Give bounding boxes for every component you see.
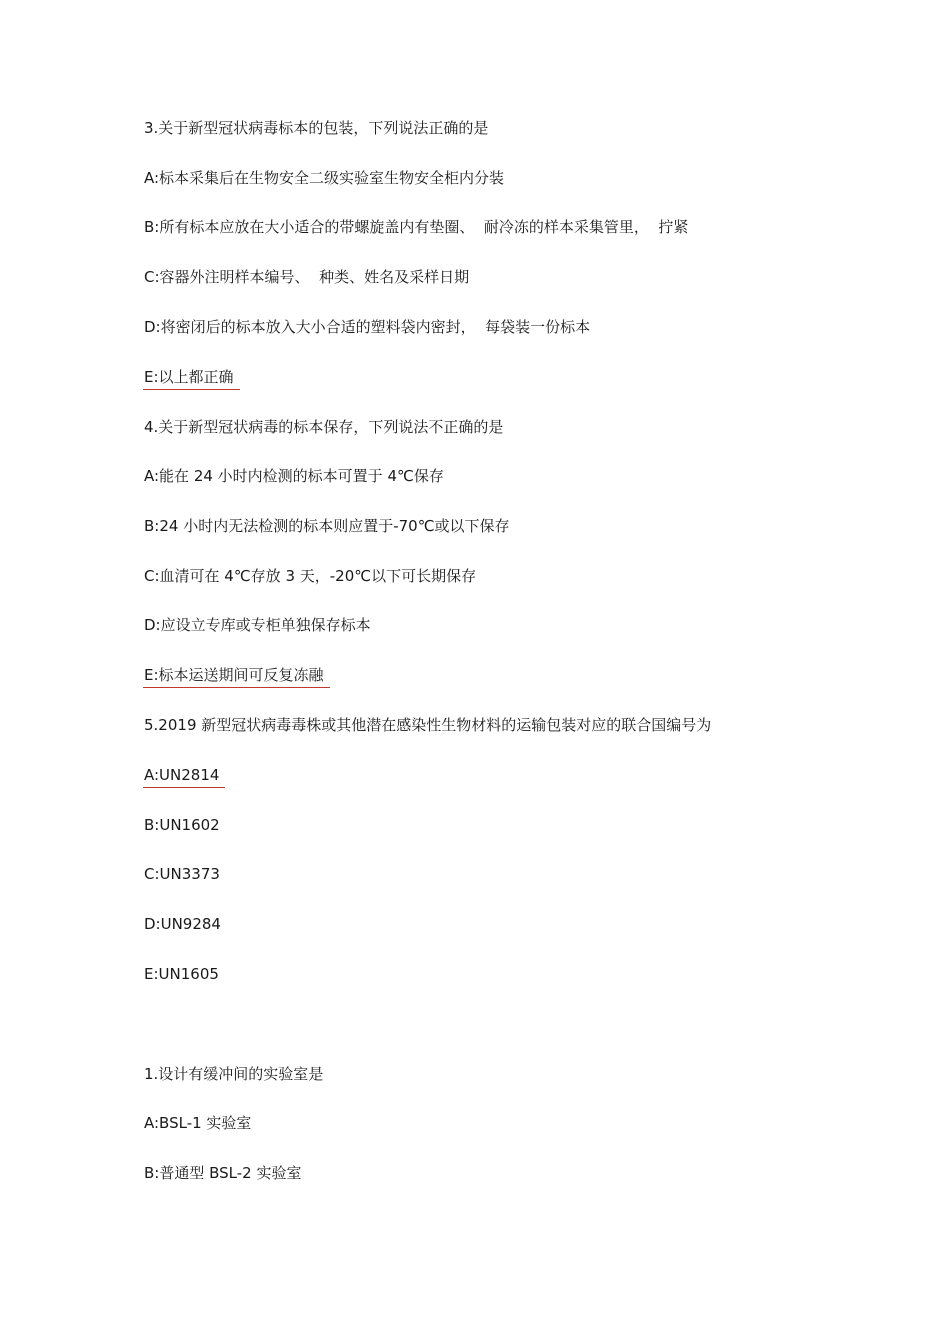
question-4-stem: 4.关于新型冠状病毒的标本保存，下列说法不正确的是 [144,418,504,436]
question-3-option-a: A:标本采集后在生物安全二级实验室生物安全柜内分装 [144,169,505,187]
question-1-option-b: B:普通型 BSL-2 实验室 [144,1164,302,1182]
question-4-option-e-answer: E:标本运送期间可反复冻融 [144,666,324,684]
question-3-stem: 3.关于新型冠状病毒标本的包装，下列说法正确的是 [144,119,489,137]
question-1-stem: 1.设计有缓冲间的实验室是 [144,1065,324,1083]
question-5-option-e: E:UN1605 [144,965,219,983]
question-4-option-c: C:血清可在 4℃存放 3 天，-20℃以下可长期保存 [144,567,477,585]
question-1-option-a: A:BSL-1 实验室 [144,1114,252,1132]
question-3-option-e-answer: E:以上都正确 [144,368,234,386]
question-4-option-b: B:24 小时内无法检测的标本则应置于-70℃或以下保存 [144,517,510,535]
question-4-option-d: D:应设立专库或专柜单独保存标本 [144,616,371,634]
question-5-option-d: D:UN9284 [144,915,221,933]
question-5-option-b: B:UN1602 [144,816,220,834]
question-5-option-a-answer: A:UN2814 [144,766,220,784]
question-3-option-d: D:将密闭后的标本放入大小合适的塑料袋内密封， 每袋装一份标本 [144,318,591,336]
question-5-stem: 5.2019 新型冠状病毒毒株或其他潜在感染性生物材料的运输包装对应的联合国编号为 [144,716,712,734]
question-3-option-b: B:所有标本应放在大小适合的带螺旋盖内有垫圈、 耐冷冻的样本采集管里， 拧紧 [144,218,689,236]
question-5-option-c: C:UN3373 [144,865,220,883]
question-4-option-a: A:能在 24 小时内检测的标本可置于 4℃保存 [144,467,444,485]
question-3-option-c: C:容器外注明样本编号、 种类、姓名及采样日期 [144,268,470,286]
